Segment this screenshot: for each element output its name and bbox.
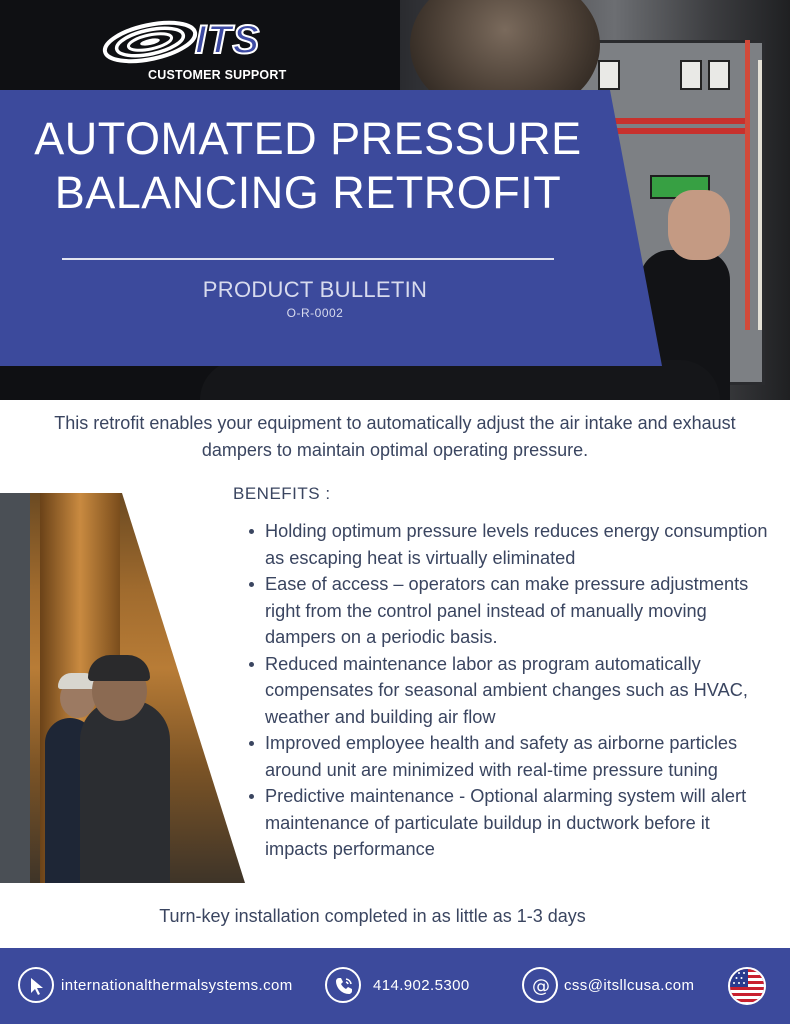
logo-subtitle: CUSTOMER SUPPORT xyxy=(148,68,287,82)
benefits-heading: BENEFITS : xyxy=(233,484,331,503)
benefit-text: Holding optimum pressure levels reduces energy consumption as escaping heat is virtually eliminated xyxy=(265,521,768,568)
equipment-wall xyxy=(0,493,30,883)
list-item xyxy=(247,783,777,863)
worker-1-cap xyxy=(88,655,150,681)
technician-shoulder xyxy=(200,360,720,400)
turnkey-note: Turn-key installation completed in as little as 1-3 days xyxy=(159,906,586,926)
benefit-text: Reduced maintenance labor as program automatically compensates for seasonal ambient changes such as HVAC, weather and building air flow xyxy=(265,653,748,727)
footer xyxy=(0,948,790,1024)
logo-wordmark: ITS xyxy=(195,18,261,62)
email-link[interactable]: css@itsllcusa.com xyxy=(564,977,695,994)
title-line-2: BALANCING RETROFIT xyxy=(54,167,562,218)
hero-section xyxy=(0,0,790,400)
list-item xyxy=(247,651,777,731)
terminal-block xyxy=(680,60,702,90)
title-divider xyxy=(62,258,554,260)
at-sign-icon xyxy=(522,967,558,1003)
benefit-text: Ease of access – operators can make pressure adjustments right from the control panel instead of manually moving dampers on a periodic basis. xyxy=(265,574,749,647)
svg-text:@: @ xyxy=(532,976,550,997)
bulletin-label: PRODUCT BULLETIN xyxy=(202,277,428,302)
swirl-logo-icon xyxy=(100,12,210,72)
at-glyph xyxy=(530,975,552,997)
wire-rail xyxy=(600,128,750,134)
intro-paragraph: This retrofit enables your equipment to automatically adjust the air intake and exhaust dampers to maintain optimal operating pressure. xyxy=(54,413,736,460)
cursor-glyph xyxy=(26,975,48,997)
bullet-icon xyxy=(249,582,254,587)
phone-icon xyxy=(325,967,361,1003)
bullet-icon xyxy=(249,529,254,534)
wire xyxy=(745,40,750,330)
technician-hand xyxy=(668,190,730,260)
terminal-block xyxy=(708,60,730,90)
cursor-icon xyxy=(18,967,54,1003)
benefits-list xyxy=(247,518,777,863)
wire-rail xyxy=(600,118,750,124)
bullet-icon xyxy=(249,662,254,667)
phone-number[interactable]: 414.902.5300 xyxy=(373,977,470,994)
wire xyxy=(758,60,762,330)
list-item xyxy=(247,571,777,651)
its-logo[interactable] xyxy=(100,12,300,87)
bullet-icon xyxy=(249,794,254,799)
list-item xyxy=(247,518,777,571)
bulletin-code: O-R-0002 xyxy=(286,306,344,320)
website-link[interactable]: internationalthermalsystems.com xyxy=(61,977,293,994)
title-line-1: AUTOMATED PRESSURE xyxy=(34,113,582,164)
list-item xyxy=(247,730,777,783)
workers-photo xyxy=(0,493,245,883)
benefit-text: Improved employee health and safety as airborne particles around unit are minimized with real-time pressure tuning xyxy=(265,733,738,780)
terminal-block xyxy=(598,60,620,90)
page-title xyxy=(0,112,616,220)
us-flag-icon xyxy=(728,967,766,1005)
benefit-text: Predictive maintenance - Optional alarming system will alert maintenance of particulate buildup in ductwork before it impacts performance xyxy=(265,786,747,859)
phone-glyph xyxy=(333,975,355,997)
bullet-icon xyxy=(249,741,254,746)
worker-1-body xyxy=(80,700,170,883)
